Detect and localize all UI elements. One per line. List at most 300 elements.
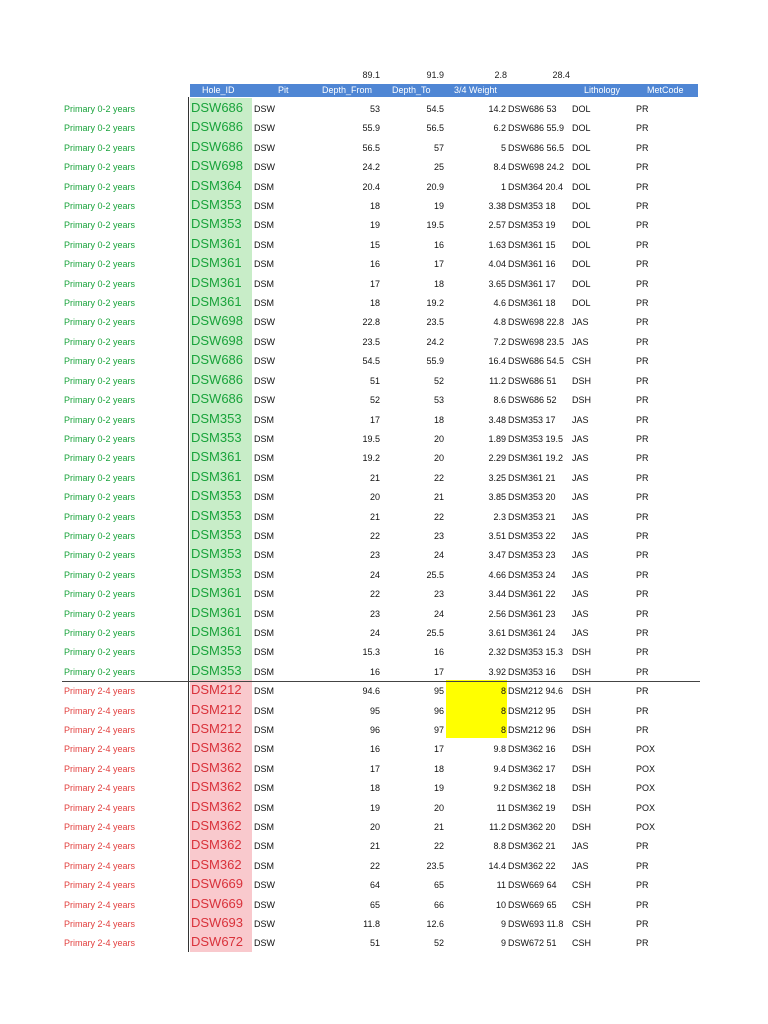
depth-to-cell[interactable]: 22 <box>433 841 444 852</box>
lithology-cell[interactable]: JAS <box>572 569 589 580</box>
depth-from-cell[interactable]: 24 <box>369 569 380 580</box>
metcode-cell[interactable]: PR <box>636 666 649 677</box>
weight-cell[interactable]: 3.48 <box>488 414 506 425</box>
weight-cell[interactable]: 8.8 <box>493 841 506 852</box>
depth-to-cell[interactable]: 12.6 <box>426 919 444 930</box>
weight-cell[interactable]: 2.32 <box>488 647 506 658</box>
lithology-cell[interactable]: CSH <box>572 899 592 910</box>
category-cell[interactable]: Primary 0-2 years <box>64 278 136 289</box>
depth-to-cell[interactable]: 66 <box>433 899 444 910</box>
key-cell[interactable]: DSW672 51 <box>508 938 557 949</box>
metcode-cell[interactable]: POX <box>636 744 656 755</box>
pit-cell[interactable]: DSM <box>254 530 274 541</box>
depth-to-cell[interactable]: 18 <box>433 763 444 774</box>
depth-from-cell[interactable]: 54.5 <box>362 356 380 367</box>
hole-id-cell[interactable]: DSM361 <box>190 292 252 311</box>
key-cell[interactable]: DSM362 16 <box>508 744 556 755</box>
lithology-cell[interactable]: JAS <box>572 317 589 328</box>
category-cell[interactable]: Primary 2-4 years <box>64 686 136 697</box>
weight-cell[interactable]: 11.2 <box>489 822 506 833</box>
depth-from-cell[interactable]: 16 <box>369 259 380 270</box>
depth-to-cell[interactable]: 21 <box>433 822 444 833</box>
depth-to-cell[interactable]: 16 <box>433 239 444 250</box>
weight-cell[interactable]: 7.2 <box>493 336 506 347</box>
key-cell[interactable]: DSM361 18 <box>508 298 556 309</box>
depth-from-cell[interactable]: 19 <box>369 802 380 813</box>
depth-to-cell[interactable]: 23 <box>433 589 444 600</box>
pit-cell[interactable]: DSM <box>254 822 274 833</box>
lithology-cell[interactable]: DSH <box>572 375 592 386</box>
weight-cell[interactable]: 8.4 <box>493 162 506 173</box>
category-cell[interactable]: Primary 0-2 years <box>64 589 136 600</box>
pit-cell[interactable]: DSM <box>254 627 274 638</box>
lithology-cell[interactable]: JAS <box>572 608 589 619</box>
hole-id-cell[interactable]: DSW686 <box>190 370 252 389</box>
depth-from-cell[interactable]: 22.8 <box>362 317 380 328</box>
header-hole-id[interactable]: Hole_ID <box>202 85 235 95</box>
pit-cell[interactable]: DSM <box>254 725 274 735</box>
depth-to-cell[interactable]: 24 <box>433 550 444 561</box>
depth-from-cell[interactable]: 22 <box>369 530 380 541</box>
metcode-cell[interactable]: POX <box>636 822 656 833</box>
category-cell[interactable]: Primary 0-2 years <box>64 511 136 522</box>
depth-from-cell[interactable]: 24.2 <box>362 162 380 173</box>
lithology-cell[interactable]: DOL <box>572 142 591 153</box>
pit-cell[interactable]: DSM <box>254 569 274 580</box>
total-weight[interactable]: 2.8 <box>494 70 507 80</box>
depth-from-cell[interactable]: 23 <box>369 608 380 619</box>
header-depth-to[interactable]: Depth_To <box>392 85 431 95</box>
pit-cell[interactable]: DSM <box>254 666 274 677</box>
depth-from-cell[interactable]: 51 <box>369 375 380 386</box>
key-cell[interactable]: DSM362 21 <box>508 841 556 852</box>
key-cell[interactable]: DSW686 51 <box>508 375 557 386</box>
key-cell[interactable]: DSM361 23 <box>508 608 556 619</box>
weight-cell[interactable]: 4.04 <box>488 259 506 270</box>
metcode-cell[interactable]: PR <box>636 550 649 561</box>
depth-from-cell[interactable]: 18 <box>369 201 380 212</box>
category-cell[interactable]: Primary 2-4 years <box>64 880 136 891</box>
depth-from-cell[interactable]: 17 <box>369 278 380 289</box>
depth-to-cell[interactable]: 23.5 <box>426 860 444 871</box>
depth-to-cell[interactable]: 21 <box>433 492 444 503</box>
hole-id-cell[interactable]: DSW672 <box>190 932 252 951</box>
hole-id-cell[interactable]: DSM364 <box>190 176 252 195</box>
category-cell[interactable]: Primary 2-4 years <box>64 783 136 794</box>
weight-cell[interactable]: 3.65 <box>488 278 506 289</box>
hole-id-cell[interactable]: DSM361 <box>190 622 252 641</box>
pit-cell[interactable]: DSM <box>254 259 274 270</box>
hole-id-cell[interactable]: DSM353 <box>190 525 252 544</box>
category-cell[interactable]: Primary 0-2 years <box>64 395 136 406</box>
hole-id-cell[interactable]: DSW698 <box>190 156 252 175</box>
weight-cell[interactable]: 8 <box>446 719 507 738</box>
metcode-cell[interactable]: PR <box>636 647 649 658</box>
depth-from-cell[interactable]: 52 <box>369 395 380 406</box>
lithology-cell[interactable]: DOL <box>572 259 591 270</box>
pit-cell[interactable]: DSM <box>254 220 274 231</box>
category-cell[interactable]: Primary 0-2 years <box>64 375 136 386</box>
key-cell[interactable]: DSM353 20 <box>508 492 556 503</box>
lithology-cell[interactable]: DSH <box>572 763 592 774</box>
depth-to-cell[interactable]: 19.5 <box>426 220 444 231</box>
hole-id-cell[interactable]: DSM212 <box>190 719 252 738</box>
metcode-cell[interactable]: PR <box>636 375 649 386</box>
lithology-cell[interactable]: DSH <box>572 686 592 697</box>
metcode-cell[interactable]: POX <box>636 802 656 813</box>
key-cell[interactable]: DSM353 22 <box>508 530 556 541</box>
metcode-cell[interactable]: PR <box>636 608 649 619</box>
depth-to-cell[interactable]: 55.9 <box>426 356 444 367</box>
key-cell[interactable]: DSM362 22 <box>508 860 556 871</box>
depth-to-cell[interactable]: 23.5 <box>426 317 444 328</box>
weight-cell[interactable]: 2.56 <box>488 608 506 619</box>
weight-cell[interactable]: 11 <box>496 880 506 891</box>
depth-to-cell[interactable]: 19 <box>433 783 444 794</box>
hole-id-cell[interactable]: DSM353 <box>190 214 252 233</box>
depth-to-cell[interactable]: 22 <box>433 472 444 483</box>
lithology-cell[interactable]: DSH <box>572 647 592 658</box>
total-depth-to[interactable]: 91.9 <box>426 70 444 80</box>
pit-cell[interactable]: DSM <box>254 239 274 250</box>
depth-from-cell[interactable]: 65 <box>369 899 380 910</box>
hole-id-cell[interactable]: DSM361 <box>190 234 252 253</box>
total-key[interactable]: 28.4 <box>552 70 570 80</box>
pit-cell[interactable]: DSW <box>254 104 275 114</box>
header-weight[interactable]: 3/4 Weight <box>454 85 497 95</box>
metcode-cell[interactable]: POX <box>636 783 656 794</box>
depth-to-cell[interactable]: 57 <box>433 142 444 153</box>
depth-to-cell[interactable]: 17 <box>433 744 444 755</box>
depth-to-cell[interactable]: 16 <box>433 647 444 658</box>
depth-to-cell[interactable]: 24.2 <box>426 336 444 347</box>
weight-cell[interactable]: 8 <box>446 700 507 719</box>
metcode-cell[interactable]: PR <box>636 841 649 852</box>
key-cell[interactable]: DSM362 17 <box>508 763 556 774</box>
key-cell[interactable]: DSW686 55.9 <box>508 123 565 134</box>
key-cell[interactable]: DSM361 17 <box>508 278 556 289</box>
pit-cell[interactable]: DSM <box>254 181 274 192</box>
category-cell[interactable]: Primary 0-2 years <box>64 530 136 541</box>
pit-cell[interactable]: DSW <box>254 356 275 367</box>
category-cell[interactable]: Primary 0-2 years <box>64 259 136 270</box>
weight-cell[interactable]: 14.2 <box>488 104 506 114</box>
metcode-cell[interactable]: PR <box>636 472 649 483</box>
weight-cell[interactable]: 5 <box>500 142 506 153</box>
lithology-cell[interactable]: DSH <box>572 822 592 833</box>
lithology-cell[interactable]: DOL <box>572 123 591 134</box>
depth-to-cell[interactable]: 19.2 <box>426 298 444 309</box>
weight-cell[interactable]: 3.92 <box>488 666 506 677</box>
lithology-cell[interactable]: CSH <box>572 919 592 930</box>
metcode-cell[interactable]: PR <box>636 938 649 949</box>
pit-cell[interactable]: DSM <box>254 201 274 212</box>
pit-cell[interactable]: DSW <box>254 123 275 134</box>
hole-id-cell[interactable]: DSM362 <box>190 758 252 777</box>
depth-from-cell[interactable]: 16 <box>369 666 380 677</box>
pit-cell[interactable]: DSW <box>254 395 275 406</box>
category-cell[interactable]: Primary 0-2 years <box>64 298 136 309</box>
pit-cell[interactable]: DSM <box>254 589 274 600</box>
pit-cell[interactable]: DSM <box>254 783 274 794</box>
hole-id-cell[interactable]: DSM212 <box>190 680 252 699</box>
metcode-cell[interactable]: POX <box>636 763 656 774</box>
category-cell[interactable]: Primary 2-4 years <box>64 899 136 910</box>
metcode-cell[interactable]: PR <box>636 239 649 250</box>
key-cell[interactable]: DSM212 96 <box>508 725 556 735</box>
key-cell[interactable]: DSM353 24 <box>508 569 556 580</box>
weight-cell[interactable]: 3.51 <box>488 530 506 541</box>
lithology-cell[interactable]: DOL <box>572 298 591 309</box>
header-metcode[interactable]: MetCode <box>647 85 684 95</box>
key-cell[interactable]: DSM353 15.3 <box>508 647 564 658</box>
hole-id-cell[interactable]: DSM361 <box>190 467 252 486</box>
pit-cell[interactable]: DSW <box>254 317 275 328</box>
pit-cell[interactable]: DSW <box>254 880 275 891</box>
lithology-cell[interactable]: JAS <box>572 414 589 425</box>
category-cell[interactable]: Primary 2-4 years <box>64 919 136 930</box>
hole-id-cell[interactable]: DSM353 <box>190 409 252 428</box>
lithology-cell[interactable]: DOL <box>572 239 591 250</box>
hole-id-cell[interactable]: DSW669 <box>190 874 252 893</box>
key-cell[interactable]: DSM361 19.2 <box>508 453 564 464</box>
category-cell[interactable]: Primary 0-2 years <box>64 142 136 153</box>
lithology-cell[interactable]: DSH <box>572 744 592 755</box>
category-cell[interactable]: Primary 0-2 years <box>64 336 136 347</box>
depth-to-cell[interactable]: 25.5 <box>426 627 444 638</box>
depth-from-cell[interactable]: 22 <box>369 860 380 871</box>
weight-cell[interactable]: 1.89 <box>488 433 506 444</box>
category-cell[interactable]: Primary 0-2 years <box>64 647 136 658</box>
key-cell[interactable]: DSM361 21 <box>508 472 556 483</box>
metcode-cell[interactable]: PR <box>636 414 649 425</box>
hole-id-cell[interactable]: DSM362 <box>190 738 252 757</box>
key-cell[interactable]: DSM361 24 <box>508 627 556 638</box>
hole-id-cell[interactable]: DSW686 <box>190 350 252 369</box>
weight-cell[interactable]: 4.8 <box>493 317 506 328</box>
metcode-cell[interactable]: PR <box>636 725 649 735</box>
weight-cell[interactable]: 2.3 <box>493 511 506 522</box>
pit-cell[interactable]: DSM <box>254 608 274 619</box>
depth-to-cell[interactable]: 25 <box>433 162 444 173</box>
key-cell[interactable]: DSM353 17 <box>508 414 556 425</box>
weight-cell[interactable]: 3.25 <box>488 472 506 483</box>
lithology-cell[interactable]: CSH <box>572 356 592 367</box>
depth-to-cell[interactable]: 20 <box>433 802 444 813</box>
category-cell[interactable]: Primary 2-4 years <box>64 938 136 949</box>
metcode-cell[interactable]: PR <box>636 705 649 716</box>
depth-from-cell[interactable]: 94.6 <box>362 686 380 697</box>
hole-id-cell[interactable]: DSM362 <box>190 835 252 854</box>
key-cell[interactable]: DSM361 22 <box>508 589 556 600</box>
metcode-cell[interactable]: PR <box>636 220 649 231</box>
key-cell[interactable]: DSM362 20 <box>508 822 556 833</box>
weight-cell[interactable]: 16.4 <box>488 356 506 367</box>
depth-from-cell[interactable]: 21 <box>369 472 380 483</box>
metcode-cell[interactable]: PR <box>636 919 649 930</box>
category-cell[interactable]: Primary 0-2 years <box>64 162 136 173</box>
pit-cell[interactable]: DSW <box>254 899 275 910</box>
depth-to-cell[interactable]: 97 <box>433 725 444 735</box>
depth-from-cell[interactable]: 56.5 <box>362 142 380 153</box>
category-cell[interactable]: Primary 2-4 years <box>64 841 136 852</box>
category-cell[interactable]: Primary 2-4 years <box>64 860 136 871</box>
weight-cell[interactable]: 3.44 <box>488 589 506 600</box>
weight-cell[interactable]: 9.2 <box>493 783 506 794</box>
weight-cell[interactable]: 1.63 <box>488 239 506 250</box>
depth-from-cell[interactable]: 21 <box>369 841 380 852</box>
key-cell[interactable]: DSM212 95 <box>508 705 556 716</box>
pit-cell[interactable]: DSW <box>254 162 275 173</box>
lithology-cell[interactable]: DSH <box>572 783 592 794</box>
depth-from-cell[interactable]: 22 <box>369 589 380 600</box>
weight-cell[interactable]: 8.6 <box>493 395 506 406</box>
pit-cell[interactable]: DSM <box>254 278 274 289</box>
metcode-cell[interactable]: PR <box>636 336 649 347</box>
weight-cell[interactable]: 8 <box>446 680 507 699</box>
lithology-cell[interactable]: DSH <box>572 666 592 677</box>
metcode-cell[interactable]: PR <box>636 123 649 134</box>
key-cell[interactable]: DSM353 19.5 <box>508 433 564 444</box>
pit-cell[interactable]: DSM <box>254 511 274 522</box>
metcode-cell[interactable]: PR <box>636 162 649 173</box>
weight-cell[interactable]: 10 <box>495 899 506 910</box>
key-cell[interactable]: DSM353 19 <box>508 220 556 231</box>
pit-cell[interactable]: DSM <box>254 686 274 697</box>
depth-from-cell[interactable]: 16 <box>369 744 380 755</box>
category-cell[interactable]: Primary 2-4 years <box>64 725 136 735</box>
weight-cell[interactable]: 11.2 <box>489 375 506 386</box>
category-cell[interactable]: Primary 0-2 years <box>64 608 136 619</box>
category-cell[interactable]: Primary 0-2 years <box>64 181 136 192</box>
weight-cell[interactable]: 9.8 <box>493 744 506 755</box>
key-cell[interactable]: DSM361 16 <box>508 259 556 270</box>
weight-cell[interactable]: 9 <box>500 938 506 949</box>
category-cell[interactable]: Primary 0-2 years <box>64 433 136 444</box>
depth-to-cell[interactable]: 52 <box>433 375 444 386</box>
hole-id-cell[interactable]: DSM361 <box>190 583 252 602</box>
depth-from-cell[interactable]: 20 <box>369 822 380 833</box>
weight-cell[interactable]: 4.66 <box>488 569 506 580</box>
lithology-cell[interactable]: DOL <box>572 181 591 192</box>
key-cell[interactable]: DSW698 23.5 <box>508 336 565 347</box>
key-cell[interactable]: DSM353 18 <box>508 201 556 212</box>
weight-cell[interactable]: 9 <box>500 919 506 930</box>
key-cell[interactable]: DSM353 16 <box>508 666 556 677</box>
depth-from-cell[interactable]: 17 <box>369 414 380 425</box>
weight-cell[interactable]: 2.57 <box>488 220 506 231</box>
hole-id-cell[interactable]: DSM353 <box>190 661 252 680</box>
key-cell[interactable]: DSW669 64 <box>508 880 557 891</box>
hole-id-cell[interactable]: DSM361 <box>190 253 252 272</box>
depth-to-cell[interactable]: 53 <box>433 395 444 406</box>
lithology-cell[interactable]: DOL <box>572 162 591 173</box>
key-cell[interactable]: DSW686 56.5 <box>508 142 565 153</box>
category-cell[interactable]: Primary 0-2 years <box>64 414 136 425</box>
pit-cell[interactable]: DSW <box>254 938 275 949</box>
hole-id-cell[interactable]: DSM353 <box>190 641 252 660</box>
depth-to-cell[interactable]: 96 <box>433 705 444 716</box>
depth-from-cell[interactable]: 55.9 <box>362 123 380 134</box>
metcode-cell[interactable]: PR <box>636 259 649 270</box>
category-cell[interactable]: Primary 2-4 years <box>64 705 136 716</box>
depth-from-cell[interactable]: 20 <box>369 492 380 503</box>
category-cell[interactable]: Primary 0-2 years <box>64 550 136 561</box>
metcode-cell[interactable]: PR <box>636 569 649 580</box>
hole-id-cell[interactable]: DSW698 <box>190 311 252 330</box>
depth-to-cell[interactable]: 17 <box>433 259 444 270</box>
pit-cell[interactable]: DSM <box>254 492 274 503</box>
lithology-cell[interactable]: JAS <box>572 589 589 600</box>
pit-cell[interactable]: DSM <box>254 744 274 755</box>
key-cell[interactable]: DSM364 20.4 <box>508 181 564 192</box>
category-cell[interactable]: Primary 0-2 years <box>64 104 136 114</box>
metcode-cell[interactable]: PR <box>636 356 649 367</box>
key-cell[interactable]: DSM353 23 <box>508 550 556 561</box>
hole-id-cell[interactable]: DSW686 <box>190 137 252 156</box>
depth-from-cell[interactable]: 17 <box>369 763 380 774</box>
depth-to-cell[interactable]: 20 <box>433 433 444 444</box>
lithology-cell[interactable]: DOL <box>572 104 591 114</box>
hole-id-cell[interactable]: DSM362 <box>190 777 252 796</box>
lithology-cell[interactable]: JAS <box>572 530 589 541</box>
lithology-cell[interactable]: JAS <box>572 627 589 638</box>
depth-to-cell[interactable]: 23 <box>433 530 444 541</box>
depth-from-cell[interactable]: 21 <box>369 511 380 522</box>
total-depth-from[interactable]: 89.1 <box>362 70 380 80</box>
pit-cell[interactable]: DSM <box>254 453 274 464</box>
depth-to-cell[interactable]: 52 <box>433 938 444 949</box>
pit-cell[interactable]: DSM <box>254 414 274 425</box>
category-cell[interactable]: Primary 0-2 years <box>64 666 136 677</box>
weight-cell[interactable]: 3.85 <box>488 492 506 503</box>
metcode-cell[interactable]: PR <box>636 530 649 541</box>
pit-cell[interactable]: DSM <box>254 298 274 309</box>
category-cell[interactable]: Primary 0-2 years <box>64 453 136 464</box>
hole-id-cell[interactable]: DSM361 <box>190 447 252 466</box>
pit-cell[interactable]: DSM <box>254 550 274 561</box>
category-cell[interactable]: Primary 0-2 years <box>64 239 136 250</box>
depth-to-cell[interactable]: 18 <box>433 278 444 289</box>
lithology-cell[interactable]: JAS <box>572 433 589 444</box>
depth-to-cell[interactable]: 22 <box>433 511 444 522</box>
weight-cell[interactable]: 4.6 <box>493 298 506 309</box>
metcode-cell[interactable]: PR <box>636 201 649 212</box>
depth-from-cell[interactable]: 51 <box>369 938 380 949</box>
depth-from-cell[interactable]: 95 <box>369 705 380 716</box>
depth-to-cell[interactable]: 95 <box>433 686 444 697</box>
category-cell[interactable]: Primary 2-4 years <box>64 763 136 774</box>
lithology-cell[interactable]: JAS <box>572 472 589 483</box>
depth-from-cell[interactable]: 64 <box>369 880 380 891</box>
depth-from-cell[interactable]: 23 <box>369 550 380 561</box>
pit-cell[interactable]: DSW <box>254 142 275 153</box>
hole-id-cell[interactable]: DSW669 <box>190 894 252 913</box>
metcode-cell[interactable]: PR <box>636 880 649 891</box>
depth-to-cell[interactable]: 18 <box>433 414 444 425</box>
lithology-cell[interactable]: DOL <box>572 220 591 231</box>
metcode-cell[interactable]: PR <box>636 317 649 328</box>
pit-cell[interactable]: DSW <box>254 919 275 930</box>
category-cell[interactable]: Primary 2-4 years <box>64 822 136 833</box>
metcode-cell[interactable]: PR <box>636 395 649 406</box>
depth-from-cell[interactable]: 19 <box>369 220 380 231</box>
hole-id-cell[interactable]: DSM353 <box>190 544 252 563</box>
key-cell[interactable]: DSM212 94.6 <box>508 686 564 697</box>
hole-id-cell[interactable]: DSW686 <box>190 98 252 117</box>
pit-cell[interactable]: DSM <box>254 841 274 852</box>
hole-id-cell[interactable]: DSM362 <box>190 855 252 874</box>
